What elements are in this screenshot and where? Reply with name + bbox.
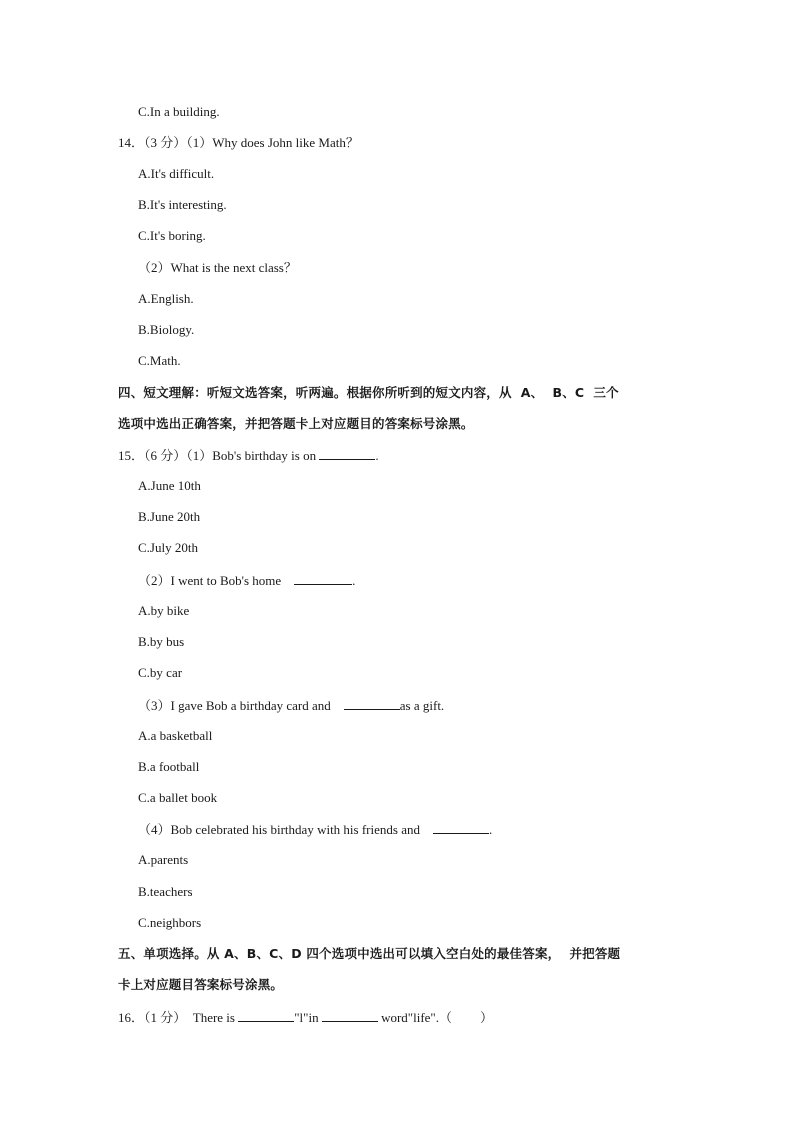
q15-s2-text: （2）I went to Bob's home [138, 573, 295, 588]
q15-s2-end: . [352, 573, 356, 588]
q15-s2-option-a: A.by bike [138, 603, 190, 618]
q16-text: 16．（1 分） There is [118, 1010, 239, 1025]
q13-option-c: C.In a building. [138, 104, 220, 119]
answer-blank [433, 821, 489, 834]
q15-s4-end: . [488, 822, 493, 837]
q15-s1-option-c: C.July 20th [138, 540, 198, 555]
q15-s3-option-b: B.a football [138, 759, 200, 774]
answer-blank [322, 1009, 378, 1022]
q15-s3-option-a: A.a basketball [138, 728, 213, 743]
q14-sub2-option-b: B.Biology. [138, 322, 195, 337]
q16-text-end: word"life".（ [377, 1010, 452, 1025]
q15-s1-option-b: B.June 20th [138, 509, 201, 524]
answer-blank [238, 1009, 294, 1022]
q15-s4-text: （4）Bob celebrated his birthday with his friends and [138, 822, 433, 837]
q16-question [118, 1009, 493, 1026]
section-4-instructions-line-2: 选项中选出正确答案，并把答题卡上对应题目的答案标号涂黑。 [118, 416, 474, 431]
q14-heading: 14．（3 分）（1）Why does John like Math？ [118, 135, 359, 150]
q15-s2-option-c: C.by car [138, 665, 183, 680]
answer-blank [319, 447, 375, 460]
q15-s4-option-c: C.neighbors [138, 915, 202, 930]
q15-s4-option-a: A.parents [138, 852, 189, 867]
section-5-instructions-line-2: 卡上对应题目答案标号涂黑。 [118, 977, 284, 992]
q15-heading-end: . [375, 448, 379, 463]
section-5-instructions-line-1: 五、单项选择。从 A、B、C、D 四个选项中选出可以填入空白处的最佳答案， 并把答题 [118, 946, 621, 961]
q15-s3-end: as a gift. [399, 698, 445, 713]
q16-text-mid: "l"in [294, 1010, 322, 1025]
q15-s2-option-b: B.by bus [138, 634, 185, 649]
q14-subquestion-2: （2）What is the next class？ [138, 260, 297, 275]
q16-close-paren: ） [479, 1010, 493, 1025]
section-4-instructions-line-1: 四、短文理解：听短文选答案，听两遍。根据你所听到的短文内容，从 A、 B、C 三个 [118, 385, 619, 400]
q15-heading [118, 447, 379, 464]
q15-s4-option-b: B.teachers [138, 884, 193, 899]
q15-subquestion-4 [138, 821, 492, 838]
q14-sub2-option-a: A.English. [138, 291, 194, 306]
q14-option-a: A.It's difficult. [138, 166, 215, 181]
q14-option-c: C.It's boring. [138, 228, 206, 243]
answer-blank [294, 572, 352, 585]
q14-sub2-option-c: C.Math. [138, 353, 181, 368]
q15-s3-text: （3）I gave Bob a birthday card and [138, 698, 344, 713]
q15-heading-text: 15．（6 分）（1）Bob's birthday is on [118, 448, 320, 463]
q15-subquestion-2 [138, 572, 355, 589]
q15-s3-option-c: C.a ballet book [138, 790, 218, 805]
q14-option-b: B.It's interesting. [138, 197, 227, 212]
answer-blank [344, 697, 400, 710]
q15-s1-option-a: A.June 10th [138, 478, 201, 493]
q15-subquestion-3 [138, 697, 444, 714]
